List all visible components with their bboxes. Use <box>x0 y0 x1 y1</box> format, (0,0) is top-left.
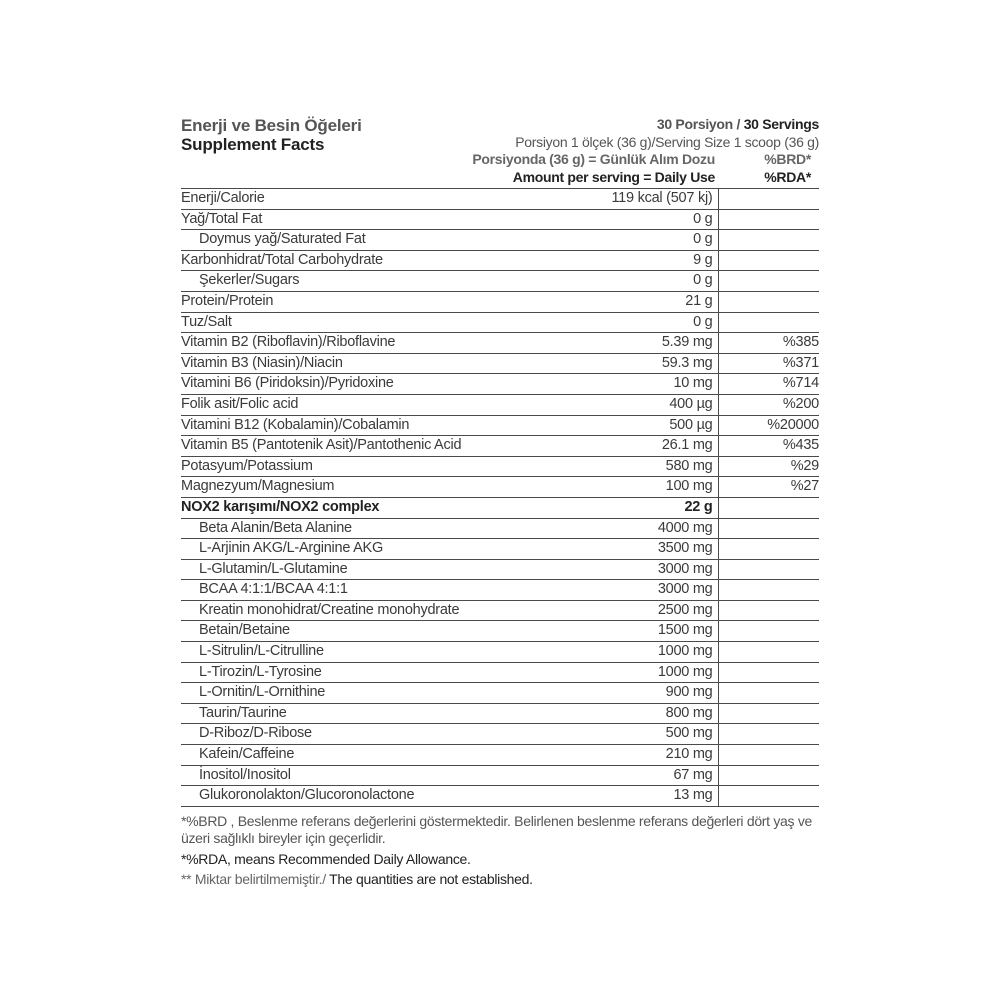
nutrient-row <box>181 333 819 354</box>
nutrient-amount: 2500 mg <box>564 600 718 621</box>
nutrient-daily-percent <box>718 786 819 807</box>
nutrient-amount: 800 mg <box>564 703 718 724</box>
nutrient-row <box>181 621 819 642</box>
title-english: Supplement Facts <box>181 135 325 154</box>
nutrient-daily-percent <box>718 497 819 518</box>
nutrient-amount: 0 g <box>564 230 718 251</box>
nutrient-amount: 1000 mg <box>564 642 718 663</box>
brd-footnote: *%BRD , Beslenme referans değerlerini göstermektedir. Belirlenen beslenme referans değerleri dört yaş ve üzeri sağlıklı bireyler için geçerlidir. <box>181 812 813 846</box>
nutrient-daily-percent: %27 <box>718 477 819 498</box>
nutrient-name: Şekerler/Sugars <box>181 271 564 292</box>
serving-size: Porsiyon 1 ölçek (36 g)/Serving Size 1 scoop (36 g) <box>515 133 819 150</box>
quantity-note-tr: ** Miktar belirtilmemiştir./ <box>181 870 326 887</box>
nutrient-row <box>181 745 819 766</box>
nutrient-amount: 1000 mg <box>564 662 718 683</box>
serving-info <box>399 116 819 186</box>
nutrient-name: Glukoronolakton/Glucoronolactone <box>181 786 564 807</box>
nutrient-name: L-Arjinin AKG/L-Arginine AKG <box>181 539 564 560</box>
nutrient-name: D-Riboz/D-Ribose <box>181 724 564 745</box>
nutrient-amount: 22 g <box>564 497 718 518</box>
title-turkish: Enerji ve Besin Öğeleri <box>181 116 362 135</box>
rda-footnote: *%RDA, means Recommended Daily Allowance. <box>181 850 471 867</box>
nutrient-row <box>181 724 819 745</box>
amount-heading-en: Amount per serving = Daily Use <box>512 168 715 185</box>
nutrient-name: Enerji/Calorie <box>181 189 564 210</box>
nutrient-name: Folik asit/Folic acid <box>181 394 564 415</box>
nutrient-amount: 500 mg <box>564 724 718 745</box>
nutrient-row <box>181 477 819 498</box>
nutrient-amount: 210 mg <box>564 745 718 766</box>
nutrient-amount: 4000 mg <box>564 518 718 539</box>
nutrient-name: Vitamin B3 (Niasin)/Niacin <box>181 353 564 374</box>
nutrient-row <box>181 312 819 333</box>
nutrient-daily-percent: %371 <box>718 353 819 374</box>
nutrient-daily-percent <box>718 518 819 539</box>
nutrient-name: BCAA 4:1:1/BCAA 4:1:1 <box>181 580 564 601</box>
nutrient-row <box>181 436 819 457</box>
nutrient-amount: 10 mg <box>564 374 718 395</box>
nutrient-daily-percent: %435 <box>718 436 819 457</box>
nutrient-amount: 580 mg <box>564 456 718 477</box>
nutrient-name: Karbonhidrat/Total Carbohydrate <box>181 250 564 271</box>
nutrient-daily-percent <box>718 312 819 333</box>
nutrient-amount: 500 µg <box>564 415 718 436</box>
nutrient-daily-percent <box>718 745 819 766</box>
nutrient-daily-percent <box>718 250 819 271</box>
nutrient-row <box>181 415 819 436</box>
nutrient-row <box>181 189 819 210</box>
nutrient-amount: 9 g <box>564 250 718 271</box>
nutrient-name: L-Glutamin/L-Glutamine <box>181 559 564 580</box>
nutrient-name: L-Tirozin/L-Tyrosine <box>181 662 564 683</box>
nutrient-amount: 21 g <box>564 291 718 312</box>
nutrient-amount: 1500 mg <box>564 621 718 642</box>
nutrient-row <box>181 580 819 601</box>
nutrient-row <box>181 271 819 292</box>
footnotes <box>181 813 819 888</box>
nutrient-row <box>181 394 819 415</box>
nutrient-name: Potasyum/Potassium <box>181 456 564 477</box>
nutrient-amount: 400 µg <box>564 394 718 415</box>
nutrient-daily-percent <box>718 683 819 704</box>
nutrient-row <box>181 209 819 230</box>
column-headings-tr <box>399 151 819 169</box>
nutrient-daily-percent <box>718 600 819 621</box>
nutrient-row <box>181 456 819 477</box>
nutrient-table <box>181 188 819 807</box>
nutrient-name: Vitamini B12 (Kobalamin)/Cobalamin <box>181 415 564 436</box>
nutrient-name: Doymus yağ/Saturated Fat <box>181 230 564 251</box>
nutrient-name: Kreatin monohidrat/Creatine monohydrate <box>181 600 564 621</box>
nutrient-amount: 59.3 mg <box>564 353 718 374</box>
nutrient-daily-percent: %200 <box>718 394 819 415</box>
column-headings-en <box>399 169 819 187</box>
nutrient-row <box>181 703 819 724</box>
nutrient-amount: 900 mg <box>564 683 718 704</box>
nutrient-name: Vitamin B2 (Riboflavin)/Riboflavine <box>181 333 564 354</box>
nutrient-name: Protein/Protein <box>181 291 564 312</box>
nutrient-row <box>181 250 819 271</box>
percent-heading-tr: %BRD* <box>764 151 811 167</box>
nutrient-name: Magnezyum/Magnesium <box>181 477 564 498</box>
nutrient-row <box>181 497 819 518</box>
nutrient-amount: 0 g <box>564 312 718 333</box>
nutrient-daily-percent <box>718 703 819 724</box>
nutrient-amount: 3000 mg <box>564 580 718 601</box>
nutrient-amount: 0 g <box>564 271 718 292</box>
nutrient-table-body <box>181 189 819 807</box>
nutrient-daily-percent <box>718 271 819 292</box>
nutrient-name: Vitamin B5 (Pantotenik Asit)/Pantothenic Acid <box>181 436 564 457</box>
supplement-facts-panel <box>181 116 819 888</box>
nutrient-row <box>181 353 819 374</box>
percent-heading-en: %RDA* <box>764 168 811 185</box>
nutrient-daily-percent: %29 <box>718 456 819 477</box>
nutrient-row <box>181 786 819 807</box>
nutrient-name: Yağ/Total Fat <box>181 209 564 230</box>
nutrient-daily-percent: %385 <box>718 333 819 354</box>
nutrient-amount: 100 mg <box>564 477 718 498</box>
nutrient-name: Kafein/Caffeine <box>181 745 564 766</box>
nutrient-amount: 3500 mg <box>564 539 718 560</box>
nutrient-amount: 13 mg <box>564 786 718 807</box>
nutrient-daily-percent <box>718 539 819 560</box>
servings-en: 30 Servings <box>743 116 819 132</box>
nutrient-row <box>181 374 819 395</box>
nutrient-daily-percent: %714 <box>718 374 819 395</box>
nutrient-name: Tuz/Salt <box>181 312 564 333</box>
nutrient-daily-percent <box>718 765 819 786</box>
nutrient-daily-percent <box>718 580 819 601</box>
servings-count <box>399 116 819 134</box>
nutrient-name: Taurin/Taurine <box>181 703 564 724</box>
nutrient-name: NOX2 karışımı/NOX2 complex <box>181 497 564 518</box>
nutrient-daily-percent <box>718 209 819 230</box>
nutrient-amount: 26.1 mg <box>564 436 718 457</box>
nutrient-row <box>181 642 819 663</box>
nutrient-row <box>181 765 819 786</box>
nutrient-daily-percent <box>718 189 819 210</box>
nutrient-row <box>181 539 819 560</box>
nutrient-row <box>181 518 819 539</box>
nutrient-amount: 67 mg <box>564 765 718 786</box>
nutrient-daily-percent: %20000 <box>718 415 819 436</box>
nutrient-name: L-Ornitin/L-Ornithine <box>181 683 564 704</box>
quantity-footnote <box>181 871 819 888</box>
nutrient-row <box>181 559 819 580</box>
nutrient-name: Betain/Betaine <box>181 621 564 642</box>
nutrient-name: L-Sitrulin/L-Citrulline <box>181 642 564 663</box>
nutrient-daily-percent <box>718 642 819 663</box>
facts-title <box>181 116 362 154</box>
nutrient-daily-percent <box>718 230 819 251</box>
nutrient-name: İnositol/Inositol <box>181 765 564 786</box>
nutrient-amount: 119 kcal (507 kj) <box>564 189 718 210</box>
nutrient-amount: 0 g <box>564 209 718 230</box>
nutrient-daily-percent <box>718 559 819 580</box>
nutrient-daily-percent <box>718 662 819 683</box>
servings-tr: 30 Porsiyon / <box>656 116 744 132</box>
facts-header <box>181 116 819 188</box>
nutrient-name: Beta Alanin/Beta Alanine <box>181 518 564 539</box>
amount-heading-tr: Porsiyonda (36 g) = Günlük Alım Dozu <box>472 151 715 167</box>
nutrient-amount: 3000 mg <box>564 559 718 580</box>
nutrient-row <box>181 600 819 621</box>
nutrient-amount: 5.39 mg <box>564 333 718 354</box>
nutrient-daily-percent <box>718 291 819 312</box>
nutrient-row <box>181 230 819 251</box>
nutrient-daily-percent <box>718 724 819 745</box>
quantity-note-en: The quantities are not established. <box>325 870 533 887</box>
nutrient-row <box>181 662 819 683</box>
nutrient-daily-percent <box>718 621 819 642</box>
nutrient-name: Vitamini B6 (Piridoksin)/Pyridoxine <box>181 374 564 395</box>
nutrient-row <box>181 683 819 704</box>
nutrient-row <box>181 291 819 312</box>
